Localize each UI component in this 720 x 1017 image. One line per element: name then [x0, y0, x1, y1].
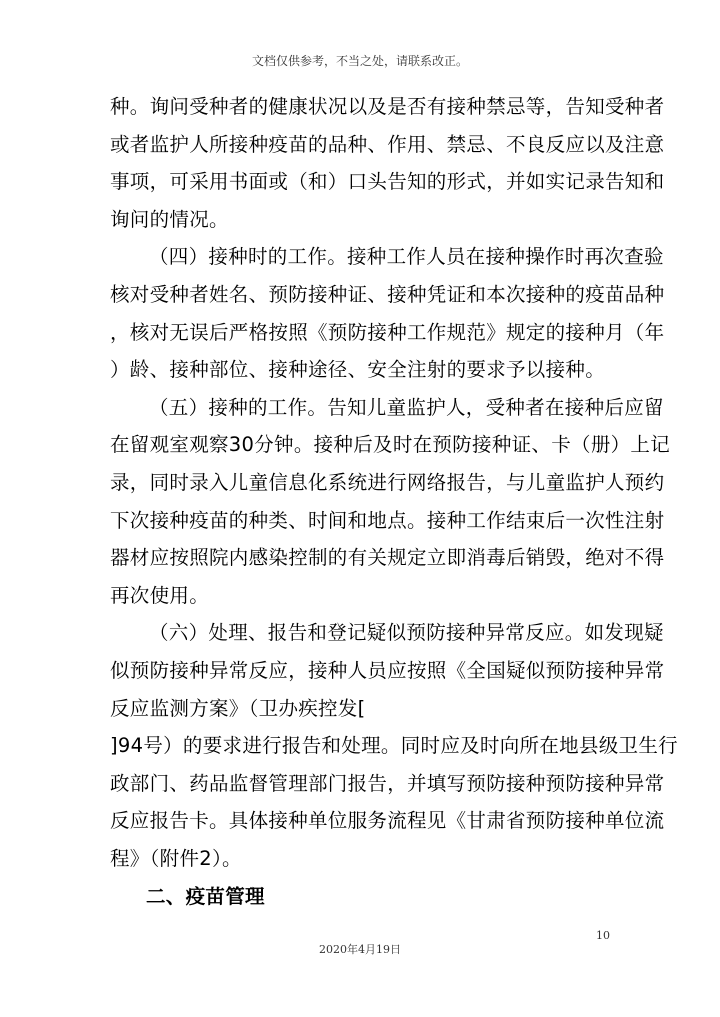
text-line: 种。询问受种者的健康状况以及是否有接种禁忌等，告知受种者: [110, 95, 665, 118]
text-line: 反应报告卡。具体接种单位服务流程见《甘肃省预防接种单位流: [110, 809, 665, 833]
footer-date: 2020年4月19日: [319, 943, 401, 956]
text-line: 询问的情况。: [110, 207, 229, 231]
text-line: 器材应按照院内感染控制的有关规定立即消毒后销毁，绝对不得: [110, 546, 665, 570]
text-line: ]94号）的要求进行报告和处理。同时应及时向所在地县级卫生行: [110, 734, 678, 758]
section-heading: 二、疫苗管理: [146, 885, 265, 909]
text-line: 政部门、药品监督管理部门报告，并填写预防接种预防接种异常: [110, 771, 665, 795]
text-line: ）龄、接种部位、接种途径、安全注射的要求予以接种。: [110, 358, 606, 382]
paragraph-start-line: （四）接种时的工作。接种工作人员在接种操作时再次查验: [149, 245, 664, 269]
paragraph-start-line: （六）处理、报告和登记疑似预防接种异常反应。如发现疑: [149, 621, 664, 645]
text-line: 反应监测方案》（卫办疾控发[: [110, 696, 366, 720]
paragraph-start-line: （五）接种的工作。告知儿童监护人，受种者在接种后应留: [149, 395, 664, 419]
text-line: 在留观室观察30分钟。接种后及时在预防接种证、卡（册）上记: [110, 433, 671, 457]
text-line: 再次使用。: [110, 583, 210, 607]
text-line: 事项，可采用书面或（和）口头告知的形式，并如实记录告知和: [110, 170, 665, 194]
text-line: 录，同时录入儿童信息化系统进行网络报告，与儿童监护人预约: [110, 470, 665, 494]
text-line: 或者监护人所接种疫苗的品种、作用、禁忌、不良反应以及注意: [110, 132, 665, 156]
page-number: 10: [596, 929, 610, 942]
text-line: 下次接种疫苗的种类、时间和地点。接种工作结束后一次性注射: [110, 508, 665, 532]
text-line: 核对受种者姓名、预防接种证、接种凭证和本次接种的疫苗品种: [110, 282, 665, 306]
document-header-note: 文档仅供参考，不当之处，请联系改正。: [251, 54, 468, 68]
document-body: [110, 88, 678, 916]
text-line: 似预防接种异常反应，接种人员应按照《全国疑似预防接种异常: [110, 658, 665, 682]
text-line: ，核对无误后严格按照《预防接种工作规范》规定的接种月（年: [110, 320, 665, 344]
text-line: 程》（附件2）。: [110, 846, 242, 870]
